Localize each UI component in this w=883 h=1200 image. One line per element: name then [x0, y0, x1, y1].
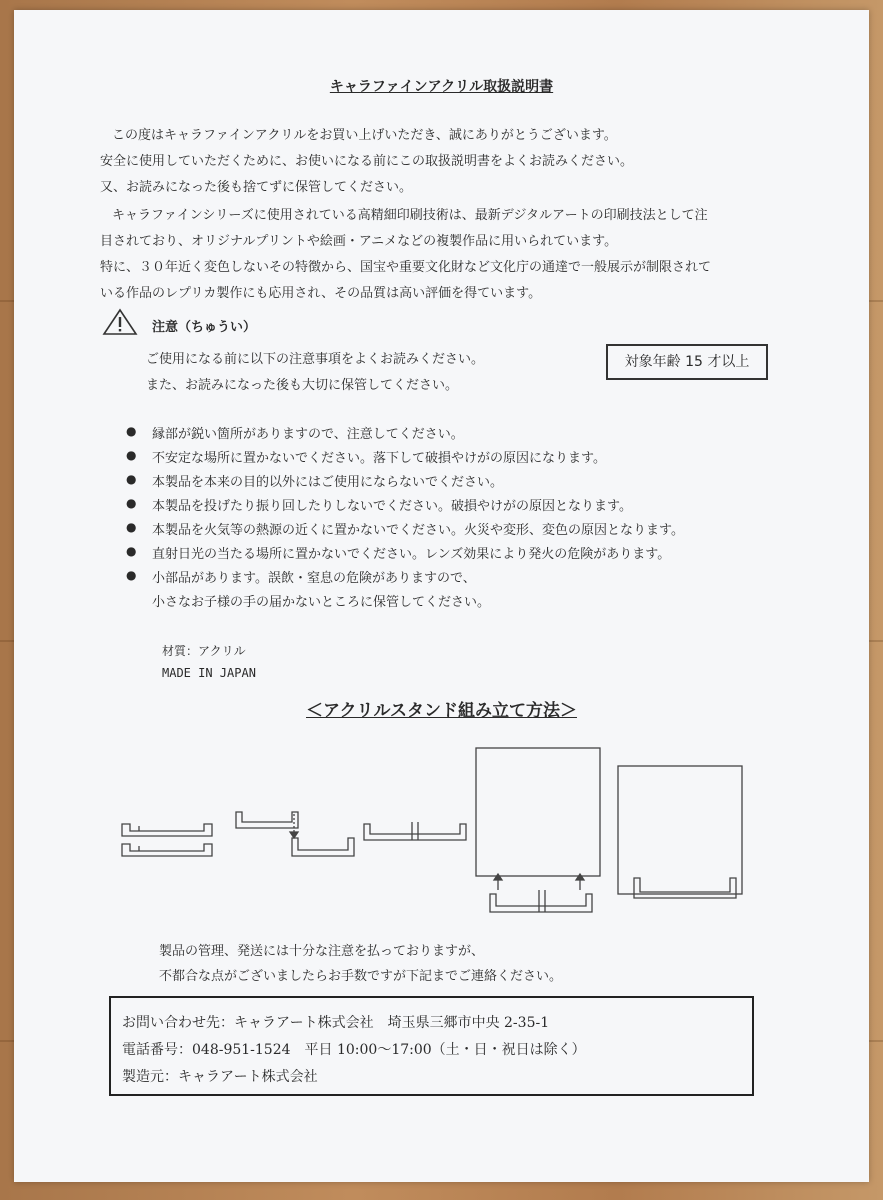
bullet-dot-icon: ●: [126, 424, 137, 438]
material-label: 材質：アクリル: [162, 644, 246, 658]
bullet-item-7-continued: 小さなお子様の手の届かないところに保管してください。: [152, 595, 491, 610]
intro-line-7: いる作品のレプリカ製作にも応用され、その品質は高い評価を得ています。: [100, 286, 542, 301]
note-line-2: 不都合な点がございましたらお手数ですが下記までご連絡ください。: [159, 969, 563, 984]
bullet-dot-icon: ●: [126, 472, 137, 486]
assembly-title: ＜アクリルスタンド組み立て方法＞: [306, 701, 577, 721]
bullet-item-6: 直射日光の当たる場所に置かないでください。レンズ効果により発火の危険があります。: [152, 547, 671, 562]
age-notice-box: 対象年齢 15 才以上: [606, 344, 768, 380]
bullet-item-5: 本製品を火気等の熱源の近くに置かないでください。火災や変形、変色の原因となります。: [152, 523, 684, 538]
contact-phone: 電話番号：048-951-1524 平日 10:00〜17:00（土・日・祝日は除く）: [122, 1042, 586, 1058]
bullet-dot-icon: ●: [126, 544, 137, 558]
document-title: キャラファインアクリル取扱説明書: [329, 79, 554, 95]
instruction-sheet: [14, 10, 869, 1182]
intro-line-2: 安全に使用していただくために、お使いになる前にこの取扱説明書をよくお読みください。: [100, 154, 634, 169]
bullet-dot-icon: ●: [126, 568, 137, 582]
assembly-diagram: [14, 10, 869, 930]
bullet-dot-icon: ●: [126, 448, 137, 462]
caution-line-2: また、お読みになった後も大切に保管してください。: [146, 378, 459, 393]
intro-line-1: この度はキャラファインアクリルをお買い上げいただき、誠にありがとうございます。: [112, 128, 617, 143]
intro-line-5: 目されており、オリジナルプリントや絵画・アニメなどの複製作品に用いられています。: [100, 234, 618, 249]
caution-line-1: ご使用になる前に以下の注意事項をよくお読みください。: [146, 352, 485, 367]
intro-line-6: 特に、３０年近く変色しないその特徴から、国宝や重要文化財など文化庁の通達で一般展示が制限されて: [100, 260, 712, 275]
bullet-item-4: 本製品を投げたり振り回したりしないでください。破損やけがの原因となります。: [152, 499, 632, 514]
bullet-dot-icon: ●: [126, 496, 137, 510]
intro-line-3: 又、お読みになった後も捨てずに保管してください。: [100, 180, 413, 195]
caution-title: 注意（ちゅうい）: [152, 320, 257, 335]
intro-line-4: キャラファインシリーズに使用されている高精細印刷技術は、最新デジタルアートの印刷技法として注: [112, 208, 708, 223]
bullet-item-2: 不安定な場所に置かないでください。落下して破損やけがの原因になります。: [152, 451, 606, 466]
bullet-item-7: 小部品があります。誤飲・窒息の危険がありますので、: [152, 571, 476, 586]
bullet-dot-icon: ●: [126, 520, 137, 534]
note-line-1: 製品の管理、発送には十分な注意を払っておりますが、: [159, 944, 485, 959]
bullet-item-3: 本製品を本来の目的以外にはご使用にならないでください。: [152, 475, 504, 490]
made-in-label: MADE IN JAPAN: [162, 666, 256, 680]
contact-inquiry: お問い合わせ先：キャラアート株式会社 埼玉県三郷市中央 2-35-1: [122, 1015, 550, 1031]
contact-manufacturer: 製造元：キャラアート株式会社: [122, 1069, 318, 1085]
bullet-item-1: 縁部が鋭い箇所がありますので、注意してください。: [152, 427, 464, 442]
